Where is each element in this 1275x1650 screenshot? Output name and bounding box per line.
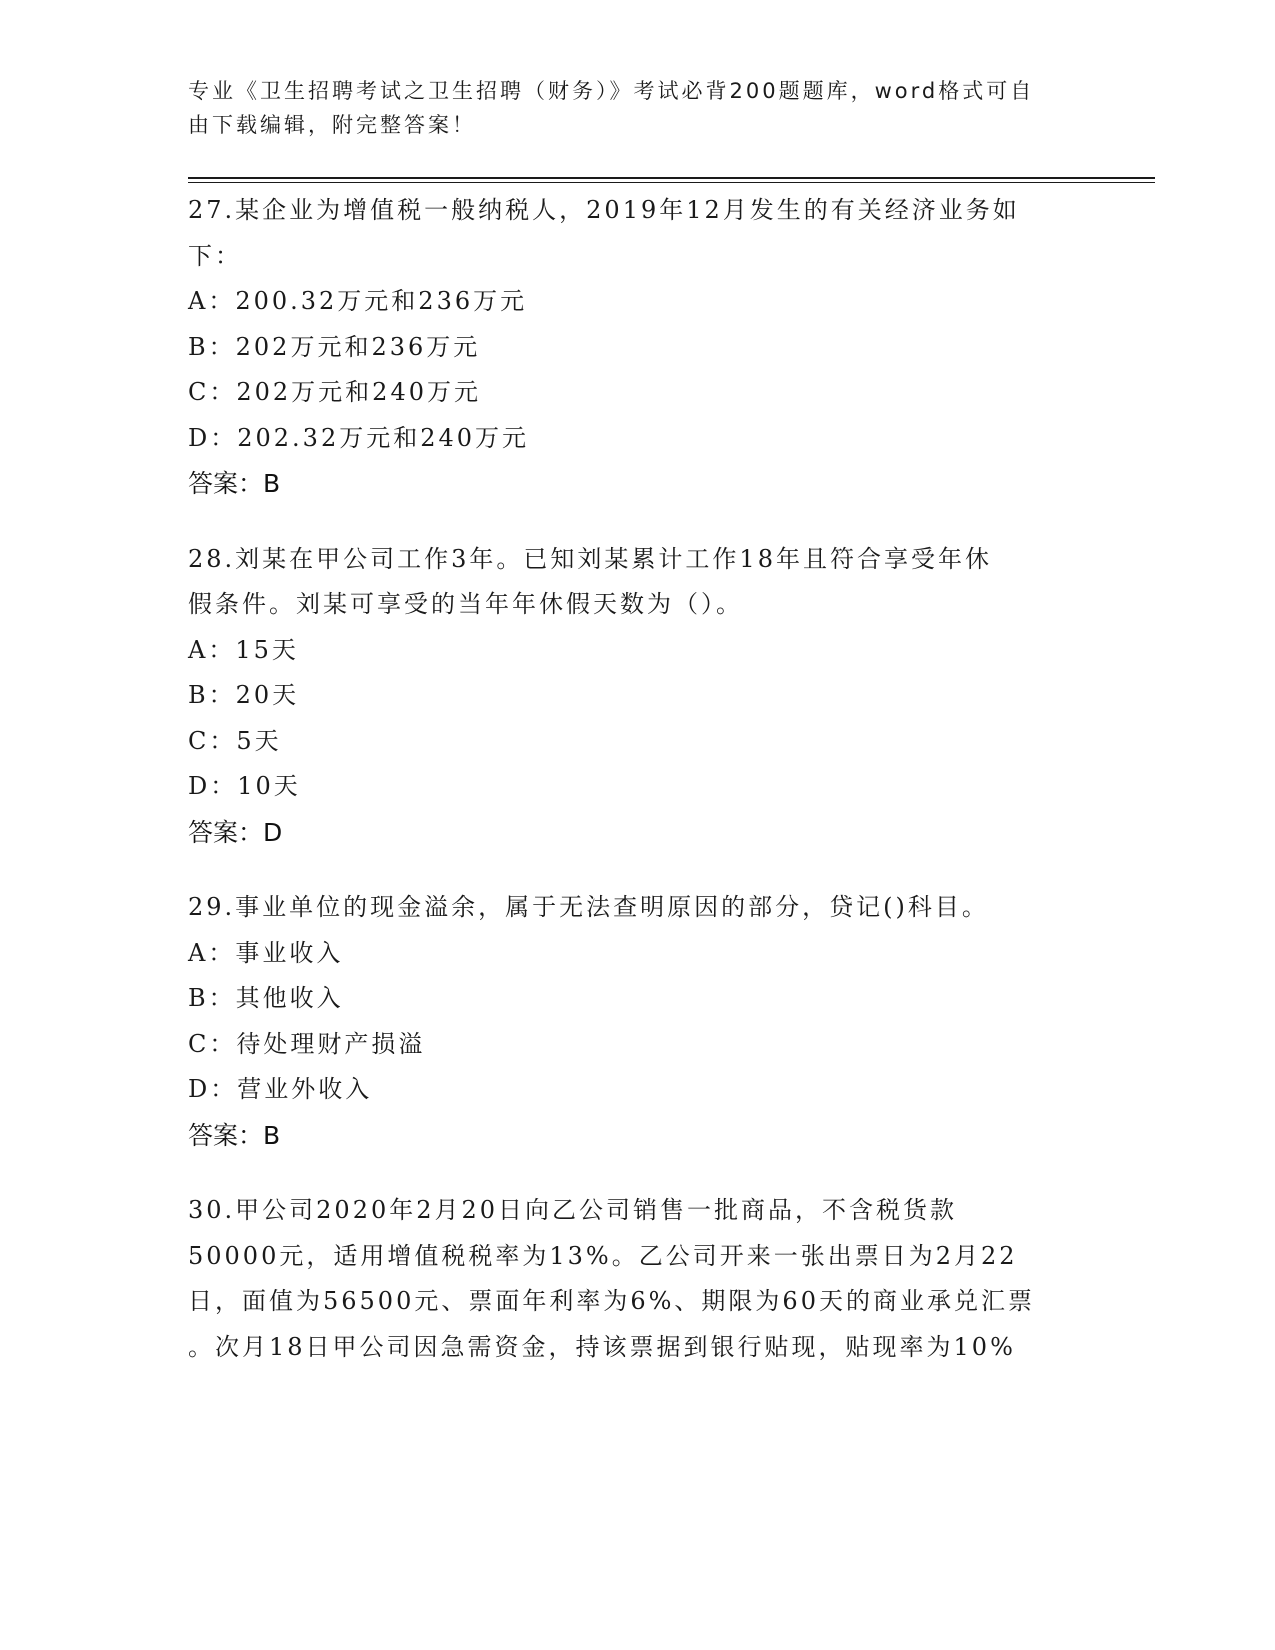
header-line-2: 由下载编辑，附完整答案！: [188, 113, 476, 137]
option-d: D：10天: [188, 772, 301, 800]
question-28: [188, 537, 1088, 856]
option-d: D：202.32万元和240万元: [188, 423, 530, 452]
option-b: B：其他收入: [188, 984, 344, 1012]
option-d: D：营业外收入: [188, 1075, 373, 1103]
question-stem-line: 29.事业单位的现金溢余，属于无法查明原因的部分，贷记()科目。: [188, 893, 989, 921]
question-stem-line: 27.某企业为增值税一般纳税人，2019年12月发生的有关经济业务如: [188, 196, 1020, 224]
question-stem-line: 下：: [188, 241, 242, 270]
question-27: [188, 188, 1088, 507]
question-stem-line: 28.刘某在甲公司工作3年。已知刘某累计工作18年且符合享受年休: [188, 544, 992, 573]
question-29: [188, 885, 1088, 1158]
question-list: [188, 188, 1088, 1400]
question-30: [188, 1188, 1088, 1370]
option-a: A：15天: [188, 635, 299, 664]
option-b: B：202万元和236万元: [188, 332, 481, 361]
option-c: C：5天: [188, 726, 282, 755]
document-header: [188, 74, 1068, 142]
question-stem-line: 30.甲公司2020年2月20日向乙公司销售一批商品，不含税货款: [188, 1196, 958, 1224]
answer-line: 答案：B: [188, 1120, 281, 1150]
answer-line: 答案：D: [188, 817, 283, 847]
option-b: B：20天: [188, 681, 300, 709]
option-c: C：待处理财产损溢: [188, 1029, 426, 1058]
answer-line: 答案：B: [188, 469, 281, 498]
header-line-1: 专业《卫生招聘考试之卫生招聘（财务）》考试必背200题题库，word格式可自: [188, 79, 1035, 103]
header-divider: [188, 177, 1155, 183]
option-c: C：202万元和240万元: [188, 378, 481, 406]
option-a: A：200.32万元和236万元: [188, 287, 528, 315]
question-stem-line: 日，面值为56500元、票面年利率为6%、期限为60天的商业承兑汇票: [188, 1287, 1035, 1315]
option-a: A：事业收入: [188, 938, 344, 967]
question-stem-line: 。次月18日甲公司因急需资金，持该票据到银行贴现，贴现率为10%: [188, 1332, 1016, 1361]
question-stem-line: 假条件。刘某可享受的当年年休假天数为（）。: [188, 590, 743, 618]
question-stem-line: 50000元，适用增值税税率为13%。乙公司开来一张出票日为2月22: [188, 1241, 1018, 1270]
